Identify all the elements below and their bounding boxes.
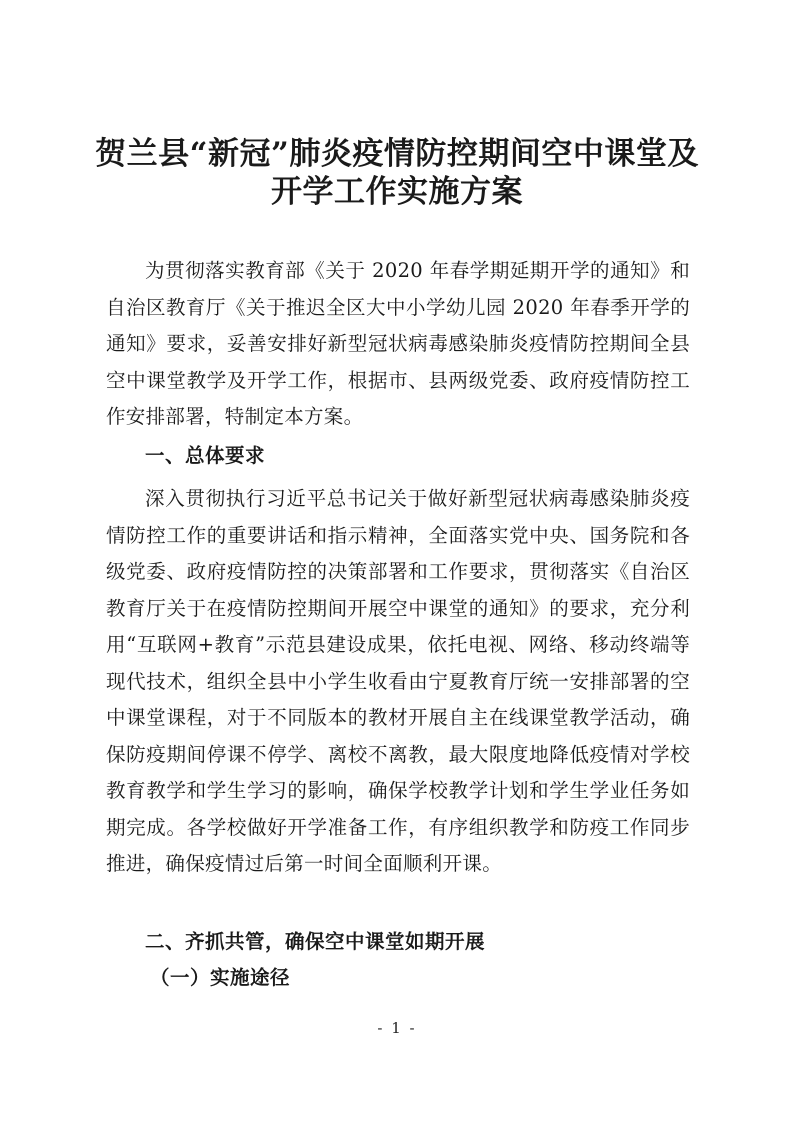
page-number: - 1 - [377,1019,417,1037]
section-heading-air-classroom: 二、齐抓共管，确保空中课堂如期开展 [145,930,486,953]
general-requirements-paragraph: 深入贯彻执行习近平总书记关于做好新型冠状病毒感染肺炎疫情防控工作的重要讲话和指示精神，全面落实党中央、国务院和各级党委、政府疫情防控的决策部署和工作要求，贯彻落实《自治区教育厅关于在疫情防控期间开展空中课堂的通知》的要求，充分利用“互联网+教育”示范县建设成果，依托电视、网络、移动终端等现代技术，组织全县中小学生收看由宁夏教育厅统一安排部署的空中课堂课程，对于不同版本的教材开展自主在线课堂教学活动，确保防疫期间停课不停学、离校不离教，最大限度地降低疫情对学校教育教学和学生学习的影响，确保学校教学计划和学生学业任务如期完成。各学校做好开学准备工作，有序组织教学和防疫工作同步推进，确保疫情过后第一时间全面顺利开课。 [106,487,690,875]
section-heading-general-requirements: 一、总体要求 [145,444,266,467]
document-title-line-1: 贺兰县“新冠”肺炎疫情防控期间空中课堂及 [95,136,699,172]
subsection-heading-implementation-path: （一）实施途径 [150,966,291,989]
intro-paragraph: 为贯彻落实教育部《关于 2020 年春学期延期开学的通知》和自治区教育厅《关于推迟全区大中小学幼儿园 2020 年春季开学的通知》要求，妥善安排好新型冠状病毒感染肺炎疫情防控期间全县空中课堂教学及开学工作，根据市、县两级党委、政府疫情防控工作安排部署，特制定本方案。 [106,259,690,428]
document-title-line-2: 开学工作实施方案 [271,174,523,210]
